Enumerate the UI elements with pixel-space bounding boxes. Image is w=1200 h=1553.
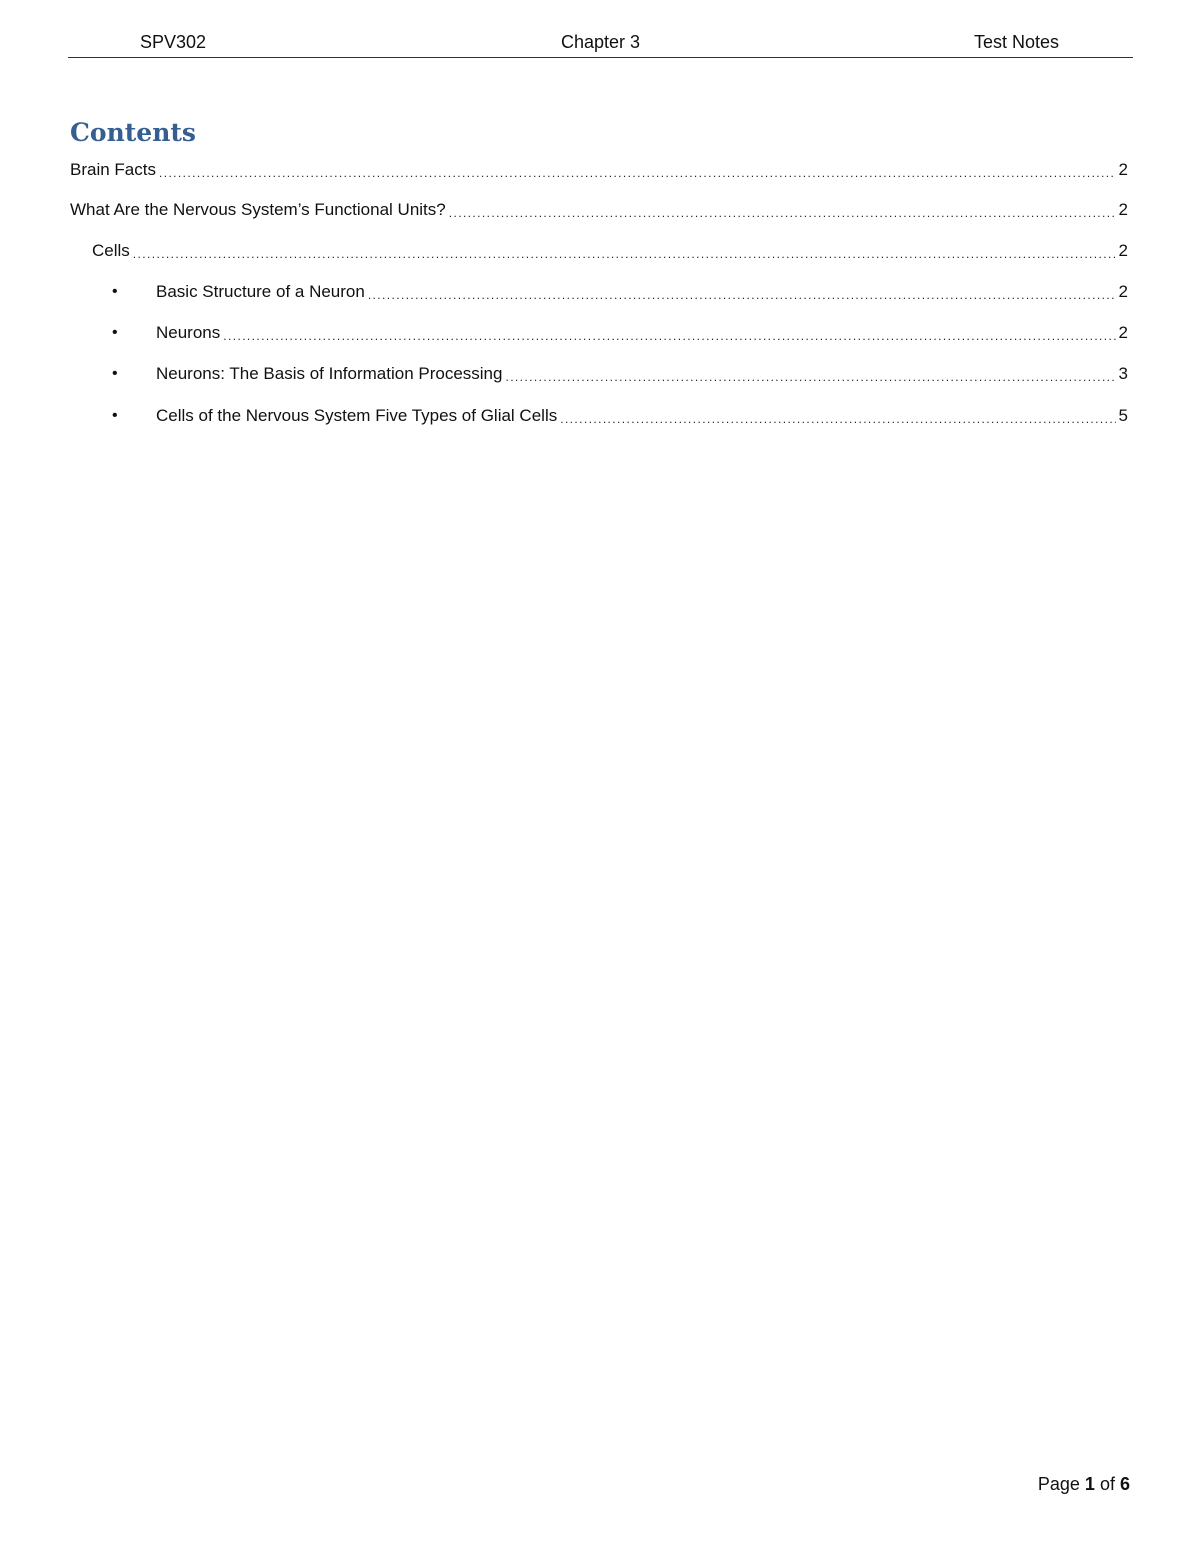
page-header <box>68 30 1133 58</box>
toc-entry-cells[interactable] <box>92 238 1128 262</box>
toc-page-number: 2 <box>1118 160 1128 179</box>
bullet-icon: • <box>112 365 118 382</box>
toc-entry-text: Cells of the Nervous System Five Types of Glial Cells <box>156 406 558 425</box>
toc-entry-text: Neurons <box>156 323 221 342</box>
toc-entry-text: Brain Facts <box>70 160 156 179</box>
toc-page-number: 5 <box>1118 406 1128 425</box>
toc-entry-text: Cells <box>92 241 130 260</box>
toc-entry-basic-structure-neuron[interactable] <box>112 279 1128 303</box>
toc-page-number: 2 <box>1118 323 1128 342</box>
bullet-icon: • <box>112 324 118 341</box>
toc-entry-information-processing[interactable] <box>112 361 1128 385</box>
toc-dot-leader <box>133 240 1116 262</box>
toc-entry-neurons[interactable] <box>112 320 1128 344</box>
footer-total-pages: 6 <box>1119 1474 1130 1494</box>
bullet-icon: • <box>112 407 118 424</box>
bullet-icon: • <box>112 283 118 300</box>
toc-dot-leader <box>449 199 1116 221</box>
toc-dot-leader <box>223 322 1115 344</box>
toc-entry-text: Neurons: The Basis of Information Processing <box>156 364 503 383</box>
toc-entry-glial-cells[interactable] <box>112 403 1128 427</box>
header-doc-type: Test Notes <box>973 32 1059 52</box>
toc-dot-leader <box>159 159 1116 181</box>
toc-page-number: 2 <box>1118 241 1128 260</box>
toc-entry-brain-facts[interactable] <box>70 157 1128 181</box>
toc-entry-text: Basic Structure of a Neuron <box>156 282 365 301</box>
footer-current-page: 1 <box>1084 1474 1095 1494</box>
footer-page-word: Page <box>1037 1474 1080 1494</box>
header-chapter: Chapter 3 <box>560 32 641 52</box>
toc-entry-text: What Are the Nervous System’s Functional Units? <box>70 200 446 219</box>
toc-heading: Contents <box>70 118 197 147</box>
toc-dot-leader <box>560 405 1115 427</box>
toc-entry-functional-units[interactable] <box>70 197 1128 221</box>
page-footer <box>1038 1474 1130 1495</box>
toc-page-number: 3 <box>1118 364 1128 383</box>
header-course-code: SPV302 <box>140 32 207 52</box>
footer-of-word: of <box>1099 1474 1115 1494</box>
toc-page-number: 2 <box>1118 282 1128 301</box>
toc-dot-leader <box>368 281 1116 303</box>
toc-page-number: 2 <box>1118 200 1128 219</box>
toc-dot-leader <box>505 363 1115 385</box>
